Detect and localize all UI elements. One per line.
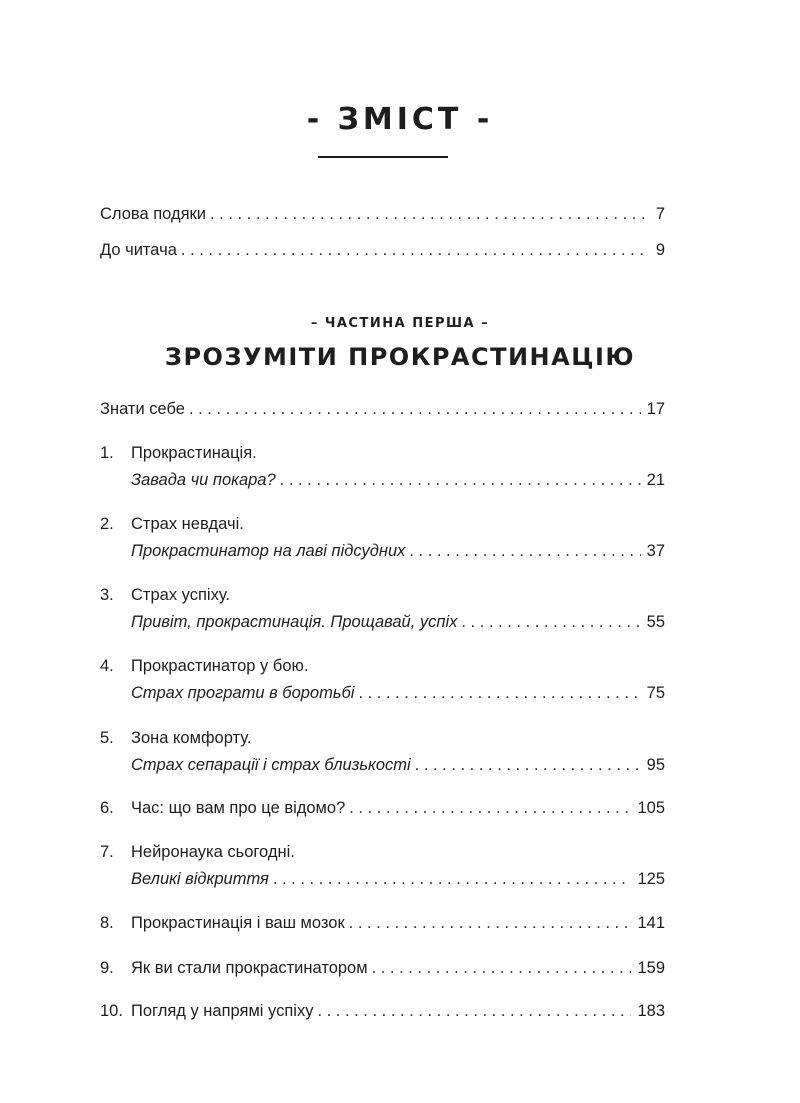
dot-leader — [206, 202, 650, 226]
toc-page-number: 17 — [646, 400, 665, 418]
toc-chapter-10[interactable] — [100, 999, 665, 1023]
toc-page-number: 7 — [655, 205, 665, 223]
chapter-title: Страх успіху. — [131, 586, 231, 604]
toc-page-number: 37 — [646, 542, 665, 560]
dot-leader — [276, 468, 641, 492]
chapter-subtitle: Страх сепарації і страх близькості — [131, 756, 411, 774]
toc-page-number: 159 — [637, 959, 665, 977]
part-label: – ЧАСТИНА ПЕРША – — [310, 316, 490, 331]
dot-leader — [354, 681, 640, 705]
dot-leader — [457, 610, 640, 634]
toc-chapter-4[interactable] — [100, 654, 665, 705]
toc-page-number: 95 — [646, 756, 665, 774]
dot-leader — [411, 753, 641, 777]
toc-chapter-7[interactable] — [100, 840, 665, 891]
toc-page-number: 125 — [637, 870, 665, 888]
dot-leader — [405, 539, 640, 563]
dot-leader — [313, 999, 631, 1023]
part-title: ЗРОЗУМІТИ ПРОКРАСТИНАЦІЮ — [164, 343, 636, 371]
toc-entry-label: Знати себе — [100, 400, 185, 418]
chapter-number: 2. — [100, 515, 114, 533]
toc-chapter-3[interactable] — [100, 583, 665, 634]
chapter-subtitle: Привіт, прокрастинація. Прощавай, успіх — [131, 613, 458, 631]
toc-chapter-9[interactable] — [100, 956, 665, 980]
toc-chapter-6[interactable] — [100, 796, 665, 820]
chapter-number: 6. — [100, 799, 114, 817]
title-underline — [318, 156, 448, 158]
chapter-subtitle: Прокрастинатор на лаві підсудних — [131, 542, 406, 560]
chapter-title: Як ви стали прокрастинатором — [131, 959, 368, 977]
toc-page-number: 141 — [637, 914, 665, 932]
dot-leader — [345, 796, 631, 820]
chapter-title: Страх невдачі. — [131, 515, 244, 533]
chapter-number: 7. — [100, 843, 114, 861]
chapter-number: 3. — [100, 586, 114, 604]
dot-leader — [185, 397, 641, 421]
chapter-title: Прокрастинатор у бою. — [131, 657, 309, 675]
page-title: - ЗМІСТ - — [306, 102, 494, 137]
dot-leader — [368, 956, 632, 980]
toc-chapter-5[interactable] — [100, 726, 665, 777]
toc-entry-acknowledgements[interactable] — [100, 202, 665, 226]
toc-page-number: 75 — [646, 684, 665, 702]
chapter-number: 5. — [100, 729, 114, 747]
toc-entry-label: Слова подяки — [100, 205, 206, 223]
chapter-number: 8. — [100, 914, 114, 932]
chapter-title: Зона комфорту. — [131, 729, 252, 747]
chapter-number: 4. — [100, 657, 114, 675]
toc-page-number: 105 — [637, 799, 665, 817]
chapter-title: Прокрастинація і ваш мозок — [131, 914, 345, 932]
toc-page-number: 55 — [646, 613, 665, 631]
toc-chapter-2[interactable] — [100, 512, 665, 563]
dot-leader — [269, 867, 632, 891]
chapter-title: Нейронаука сьогодні. — [131, 843, 295, 861]
toc-entry-label: До читача — [100, 241, 177, 259]
chapter-number: 1. — [100, 444, 114, 462]
chapter-subtitle: Страх програти в боротьбі — [131, 684, 355, 702]
dot-leader — [345, 911, 632, 935]
toc-entry-know-yourself[interactable] — [100, 397, 665, 421]
toc-entry-to-reader[interactable] — [100, 238, 665, 262]
toc-page-number: 9 — [655, 241, 665, 259]
toc-page-number: 21 — [646, 471, 665, 489]
dot-leader — [177, 238, 650, 262]
chapter-title: Прокрастинація. — [131, 444, 257, 462]
toc-chapter-8[interactable] — [100, 911, 665, 935]
toc-chapter-1[interactable] — [100, 441, 665, 492]
chapter-subtitle: Завада чи покара? — [131, 471, 276, 489]
chapter-title: Погляд у напрямі успіху — [131, 1002, 314, 1020]
chapter-number: 9. — [100, 959, 114, 977]
chapter-subtitle: Великі відкриття — [131, 870, 269, 888]
chapter-title: Час: що вам про це відомо? — [131, 799, 346, 817]
toc-page-number: 183 — [637, 1002, 665, 1020]
chapter-number: 10. — [100, 1002, 123, 1020]
